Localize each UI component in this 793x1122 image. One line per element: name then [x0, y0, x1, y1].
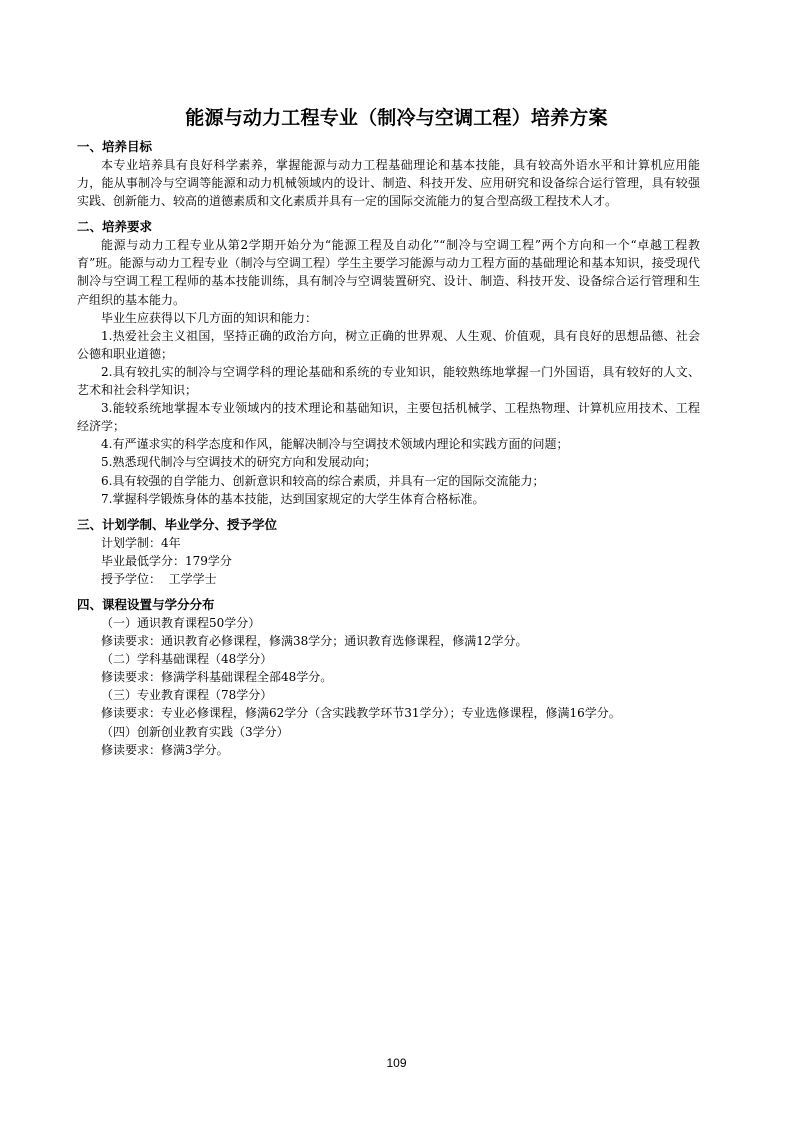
page-number: 109	[386, 1056, 407, 1070]
section-heading-curriculum-credits: 四、课程设置与学分分布	[77, 596, 215, 612]
study-duration: 计划学制：4年	[101, 535, 181, 550]
section-heading-duration-credits-degree: 三、计划学制、毕业学分、授予学位	[77, 516, 278, 532]
requirements-intro: 毕业生应获得以下几方面的知识和能力：	[101, 310, 318, 325]
course-requirement: 修读要求：通识教育必修课程，修满38学分；通识教育选修课程，修满12学分。	[101, 634, 528, 649]
course-requirement: 修读要求：修满学科基础课程全部48学分。	[101, 670, 333, 685]
degree-awarded: 授予学位： 工学学士	[101, 571, 217, 586]
paragraph-training-goals: 本专业培养具有良好科学素养，掌握能源与动力工程基础理论和基本技能，具有较高外语水平和计算机应用能力，能从事制冷与空调等能源和动力机械领域内的设计、制造、科技开发、应用研究和设备综合运行管理，具有较强实践、创新能力、较高的道德素质和文化素质并具有一定的国际交流能力的复合型高级工程技术人才。	[77, 158, 700, 209]
course-category: （一）通识教育课程50学分）	[101, 615, 261, 630]
page-title: 能源与动力工程专业（制冷与空调工程）培养方案	[185, 107, 608, 129]
document-body	[77, 138, 700, 759]
course-category: （三）专业教育课程（78学分）	[101, 688, 273, 703]
paragraph-training-requirements: 能源与动力工程专业从第2学期开始分为“能源工程及自动化”“制冷与空调工程”两个方向和一个“卓越工程教育”班。能源与动力工程专业（制冷与空调工程）学生主要学习能源与动力工程方面的基础理论和基本知识，接受现代制冷与空调工程工程师的基本技能训练，具有制冷与空调装置研究、设计、制造、科技开发、设备综合运行管理和生产组织的基本能力。	[77, 238, 700, 307]
course-category: （二）学科基础课程（48学分）	[101, 652, 273, 667]
list-item: 6.具有较强的自学能力、创新意识和较高的综合素质，并具有一定的国际交流能力；	[101, 473, 545, 488]
minimum-credits: 毕业最低学分：179学分	[101, 553, 232, 568]
list-item: 5.熟悉现代制冷与空调技术的研究方向和发展动向；	[101, 455, 377, 470]
list-item: 4.有严谨求实的科学态度和作风，能解决制冷与空调技术领域内理论和实践方面的问题；	[101, 437, 569, 452]
list-item: 1.热爱社会主义祖国，坚持正确的政治方向，树立正确的世界观、人生观、价值观，具有良好的思想品德、社会公德和职业道德；	[77, 328, 700, 361]
course-category: （四）创新创业教育实践（3学分）	[101, 724, 289, 739]
list-item: 2.具有较扎实的制冷与空调学科的理论基础和系统的专业知识，能较熟练地掌握一门外国语，具有较好的人文、艺术和社会科学知识；	[77, 364, 700, 398]
section-heading-training-goals: 一、培养目标	[77, 139, 153, 154]
list-item: 3.能较系统地掌握本专业领域内的技术理论和基础知识，主要包括机械学、工程热物理、计算机应用技术、工程经济学；	[77, 401, 700, 434]
section-heading-training-requirements: 二、培养要求	[77, 219, 153, 235]
list-item: 7.掌握科学锻炼身体的基本技能，达到国家规定的大学生体育合格标准。	[101, 491, 485, 506]
course-requirement: 修读要求：专业必修课程，修满62学分（含实践教学环节31学分）；专业选修课程，修满16学分。	[101, 706, 621, 721]
course-requirement: 修读要求：修满3学分。	[101, 742, 229, 757]
